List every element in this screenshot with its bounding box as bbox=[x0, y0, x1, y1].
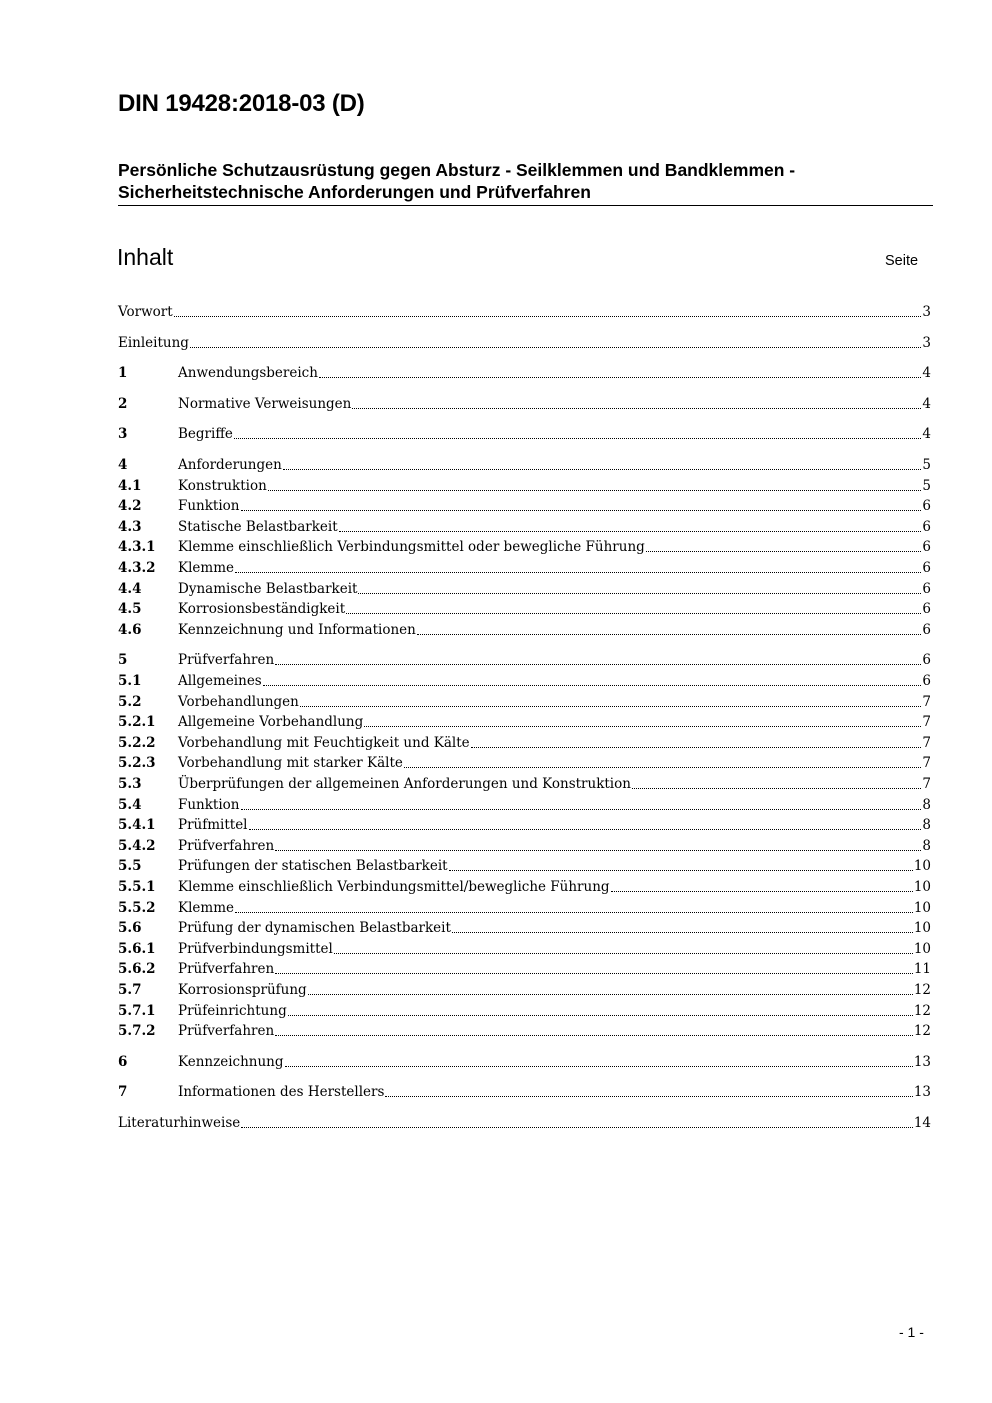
toc-dot-leader bbox=[283, 468, 922, 470]
document-title bbox=[118, 159, 933, 206]
toc-entry-number: 5.6.2 bbox=[118, 961, 156, 978]
document-id: DIN 19428:2018-03 (D) bbox=[118, 90, 365, 117]
toc-entry-title: Allgemeines bbox=[178, 673, 262, 689]
toc-entry-page: 6 bbox=[922, 673, 931, 689]
toc-page-column-heading: Seite bbox=[885, 253, 919, 269]
toc-entry-number: 4.6 bbox=[118, 621, 142, 638]
toc-entry[interactable] bbox=[118, 579, 931, 599]
toc-entry-number: 5.2.2 bbox=[118, 734, 156, 751]
toc-dot-leader bbox=[235, 571, 921, 573]
toc-entry-page: 6 bbox=[922, 601, 931, 618]
toc-entry[interactable] bbox=[118, 918, 931, 938]
toc-dot-leader bbox=[404, 766, 921, 768]
toc-entry[interactable] bbox=[118, 1021, 931, 1041]
toc-dot-leader bbox=[234, 437, 922, 439]
toc-entry-number: 5.7.1 bbox=[118, 1002, 156, 1019]
toc-entry-page: 4 bbox=[922, 426, 931, 443]
page-number: - 1 - bbox=[899, 1324, 924, 1340]
toc-entry-page: 6 bbox=[922, 518, 931, 535]
toc-entry-number: 5.7.2 bbox=[118, 1023, 156, 1040]
toc-dot-leader bbox=[288, 1014, 913, 1016]
toc-entry-page: 10 bbox=[913, 940, 931, 957]
toc-entry[interactable] bbox=[118, 795, 931, 815]
toc-entry-page: 8 bbox=[922, 817, 931, 834]
toc-entry[interactable] bbox=[118, 753, 931, 773]
toc-entry-title: Klemme einschließlich Verbindungsmittel oder bewegliche Führung bbox=[178, 539, 645, 556]
toc-entry-title: Funktion bbox=[178, 796, 240, 813]
toc-entry-title: Vorwort bbox=[118, 304, 173, 320]
toc-entry[interactable] bbox=[118, 599, 931, 619]
toc-entry[interactable] bbox=[118, 712, 931, 732]
toc-entry-title: Anforderungen bbox=[178, 457, 282, 473]
toc-entry-number: 5.7 bbox=[118, 982, 142, 998]
toc-entry-number: 5 bbox=[118, 652, 128, 669]
toc-entry-number: 5.6 bbox=[118, 920, 142, 937]
toc-entry-number: 5.4.1 bbox=[118, 817, 156, 834]
toc-entry-title: Kennzeichnung und Informationen bbox=[178, 621, 416, 638]
toc-entry[interactable] bbox=[118, 333, 931, 353]
toc-entry-page: 13 bbox=[913, 1084, 931, 1101]
toc-entry-page: 13 bbox=[913, 1053, 931, 1070]
toc-entry-title: Prüfverbindungsmittel bbox=[178, 940, 333, 957]
toc-entry-number: 5.5.2 bbox=[118, 899, 156, 916]
toc-dot-leader bbox=[275, 663, 921, 665]
toc-entry[interactable] bbox=[118, 496, 931, 516]
toc-entry-page: 6 bbox=[922, 498, 931, 515]
toc-dot-leader bbox=[334, 952, 913, 954]
toc-entry[interactable] bbox=[118, 1052, 931, 1072]
toc-entry-title: Kennzeichnung bbox=[178, 1053, 284, 1070]
toc-entry-title: Begriffe bbox=[178, 426, 233, 443]
toc-entry-title: Vorbehandlung mit starker Kälte bbox=[178, 755, 403, 772]
toc-entry-number: 4.5 bbox=[118, 601, 142, 618]
toc-entry-page: 3 bbox=[922, 304, 931, 320]
toc-entry[interactable] bbox=[118, 537, 931, 557]
toc-entry-title: Informationen des Herstellers bbox=[178, 1084, 385, 1101]
toc-entry-page: 7 bbox=[922, 776, 931, 792]
toc-entry[interactable] bbox=[118, 620, 931, 640]
toc-entry[interactable] bbox=[118, 302, 931, 322]
toc-entry-title: Überprüfungen der allgemeinen Anforderungen und Konstruktion bbox=[178, 776, 631, 792]
toc-entry-number: 5.4.2 bbox=[118, 837, 156, 854]
toc-dot-leader bbox=[319, 376, 921, 378]
toc-dot-leader bbox=[241, 1126, 913, 1128]
toc-dot-leader bbox=[308, 993, 913, 995]
toc-entry-title: Literaturhinweise bbox=[118, 1115, 241, 1131]
toc-entry-title: Konstruktion bbox=[178, 477, 267, 494]
toc-entry[interactable] bbox=[118, 774, 931, 794]
toc-dot-leader bbox=[452, 931, 913, 933]
toc-dot-leader bbox=[263, 684, 922, 686]
toc-dot-leader bbox=[241, 808, 922, 810]
toc-entry-title: Korrosionsprüfung bbox=[178, 982, 307, 998]
toc-entry-title: Funktion bbox=[178, 498, 240, 515]
toc-dot-leader bbox=[364, 725, 921, 727]
toc-entry-number: 4.3.2 bbox=[118, 560, 156, 576]
toc-entry-number: 1 bbox=[118, 365, 128, 382]
toc-dot-leader bbox=[235, 911, 913, 913]
toc-entry[interactable] bbox=[118, 898, 931, 918]
toc-entry-title: Prüfeinrichtung bbox=[178, 1002, 287, 1019]
toc-entry-number: 5.6.1 bbox=[118, 940, 156, 957]
toc-entry-number: 5.4 bbox=[118, 796, 142, 813]
toc-entry-page: 10 bbox=[913, 920, 931, 937]
toc-entry-title: Allgemeine Vorbehandlung bbox=[178, 714, 364, 731]
toc-entry-number: 5.2 bbox=[118, 693, 142, 710]
toc-entry-title: Korrosionsbeständigkeit bbox=[178, 601, 346, 618]
toc-dot-leader bbox=[275, 1034, 913, 1036]
toc-entry-page: 10 bbox=[913, 858, 931, 875]
toc-entry-page: 6 bbox=[922, 580, 931, 597]
toc-entry-title: Vorbehandlungen bbox=[178, 693, 299, 710]
toc-entry-number: 4.3 bbox=[118, 518, 142, 535]
toc-entry-number: 7 bbox=[118, 1084, 128, 1101]
toc-dot-leader bbox=[268, 489, 922, 491]
toc-entry-title: Klemme bbox=[178, 899, 234, 916]
toc-entry-number: 4 bbox=[118, 457, 128, 473]
toc-entry-title: Prüfverfahren bbox=[178, 837, 275, 854]
toc-entry[interactable] bbox=[118, 1113, 931, 1133]
toc-entry-page: 5 bbox=[922, 457, 931, 473]
toc-dot-leader bbox=[611, 890, 913, 892]
toc-dot-leader bbox=[275, 972, 913, 974]
toc-entry-page: 6 bbox=[922, 560, 931, 576]
toc-entry-page: 11 bbox=[913, 961, 931, 978]
toc-entry-page: 3 bbox=[922, 334, 931, 351]
toc-entry-page: 6 bbox=[922, 539, 931, 556]
toc-dot-leader bbox=[471, 746, 922, 748]
toc-entry-title: Anwendungsbereich bbox=[178, 365, 318, 382]
toc-entry-title: Statische Belastbarkeit bbox=[178, 518, 338, 535]
toc-entry-page: 14 bbox=[913, 1115, 931, 1131]
document-title-line-1: Persönliche Schutzausrüstung gegen Absturz - Seilklemmen und Bandklemmen - bbox=[118, 160, 796, 180]
toc-entry[interactable] bbox=[118, 939, 931, 959]
toc-entry[interactable] bbox=[118, 650, 931, 670]
toc-entry[interactable] bbox=[118, 363, 931, 383]
toc-entry-page: 7 bbox=[922, 734, 931, 751]
toc-entry-page: 8 bbox=[922, 796, 931, 813]
toc-entry-page: 10 bbox=[913, 879, 931, 895]
toc-entry[interactable] bbox=[118, 394, 931, 414]
document-title-line-2: Sicherheitstechnische Anforderungen und Prüfverfahren bbox=[118, 182, 591, 202]
toc-entry[interactable] bbox=[118, 476, 931, 496]
toc-dot-leader bbox=[190, 346, 921, 348]
toc-dot-leader bbox=[241, 509, 922, 511]
toc-entry[interactable] bbox=[118, 980, 931, 1000]
toc-entry-title: Vorbehandlung mit Feuchtigkeit und Kälte bbox=[178, 734, 470, 751]
toc-dot-leader bbox=[449, 869, 913, 871]
toc-entry-number: 4.2 bbox=[118, 498, 142, 515]
toc-entry-page: 7 bbox=[922, 755, 931, 772]
toc-entry-title: Prüfungen der statischen Belastbarkeit bbox=[178, 858, 448, 875]
toc-dot-leader bbox=[339, 530, 922, 532]
toc-entry-page: 4 bbox=[922, 365, 931, 382]
toc-entry-number: 5.3 bbox=[118, 776, 142, 792]
toc-dot-leader bbox=[346, 612, 921, 614]
toc-entry-title: Normative Verweisungen bbox=[178, 395, 352, 412]
toc-heading: Inhalt bbox=[117, 244, 174, 270]
toc-entry-title: Prüfung der dynamischen Belastbarkeit bbox=[178, 920, 451, 937]
toc-entry-page: 12 bbox=[913, 1002, 931, 1019]
toc-entry-number: 5.5.1 bbox=[118, 879, 156, 895]
toc-entry-page: 8 bbox=[922, 837, 931, 854]
toc-entry-page: 12 bbox=[913, 982, 931, 998]
toc-entry-title: Prüfverfahren bbox=[178, 652, 275, 669]
toc-entry-title: Prüfverfahren bbox=[178, 1023, 275, 1040]
toc-entry-title: Einleitung bbox=[118, 334, 189, 351]
toc-dot-leader bbox=[174, 315, 922, 317]
toc-entry-number: 5.1 bbox=[118, 673, 142, 689]
toc-entry-page: 6 bbox=[922, 621, 931, 638]
toc-entry-title: Klemme bbox=[178, 560, 234, 576]
toc-entry[interactable] bbox=[118, 558, 931, 578]
toc-dot-leader bbox=[249, 828, 922, 830]
toc-entry-number: 4.3.1 bbox=[118, 539, 156, 556]
toc-entry-title: Dynamische Belastbarkeit bbox=[178, 580, 358, 597]
toc-entry[interactable] bbox=[118, 1082, 931, 1102]
toc-entry[interactable] bbox=[118, 733, 931, 753]
toc-entry-number: 6 bbox=[118, 1053, 128, 1070]
toc-entry[interactable] bbox=[118, 424, 931, 444]
toc-entry[interactable] bbox=[118, 959, 931, 979]
toc-entry-title: Prüfmittel bbox=[178, 817, 248, 834]
toc-entry-number: 3 bbox=[118, 426, 128, 443]
toc-entry-page: 6 bbox=[922, 652, 931, 669]
toc-dot-leader bbox=[632, 787, 921, 789]
toc-entry-number: 2 bbox=[118, 395, 128, 412]
toc-entry[interactable] bbox=[118, 815, 931, 835]
toc-entry-number: 5.2.3 bbox=[118, 755, 156, 772]
toc-dot-leader bbox=[275, 849, 921, 851]
toc-entry-page: 12 bbox=[913, 1023, 931, 1040]
toc-dot-leader bbox=[300, 705, 922, 707]
toc-dot-leader bbox=[285, 1065, 913, 1067]
toc-entry-page: 5 bbox=[922, 477, 931, 494]
toc-entry[interactable] bbox=[118, 877, 931, 897]
toc-entry[interactable] bbox=[118, 856, 931, 876]
toc-entry[interactable] bbox=[118, 671, 931, 691]
toc-entry-title: Prüfverfahren bbox=[178, 961, 275, 978]
toc-dot-leader bbox=[358, 592, 921, 594]
toc-entry-number: 5.5 bbox=[118, 858, 142, 875]
toc-entry-title: Klemme einschließlich Verbindungsmittel/bewegliche Führung bbox=[178, 879, 610, 895]
toc-entry-number: 4.1 bbox=[118, 477, 142, 494]
toc-dot-leader bbox=[352, 407, 921, 409]
toc-entry[interactable] bbox=[118, 455, 931, 475]
toc-dot-leader bbox=[385, 1095, 912, 1097]
toc-dot-leader bbox=[417, 633, 922, 635]
toc-entry-page: 10 bbox=[913, 899, 931, 916]
toc-entry-page: 7 bbox=[922, 714, 931, 731]
toc-entry[interactable] bbox=[118, 1001, 931, 1021]
toc-entry[interactable] bbox=[118, 692, 931, 712]
toc-entry-page: 7 bbox=[922, 693, 931, 710]
toc-entry-page: 4 bbox=[922, 395, 931, 412]
toc-dot-leader bbox=[646, 550, 922, 552]
toc-entry-number: 5.2.1 bbox=[118, 714, 156, 731]
toc-entry[interactable] bbox=[118, 836, 931, 856]
toc-entry[interactable] bbox=[118, 517, 931, 537]
toc-entry-number: 4.4 bbox=[118, 580, 142, 597]
